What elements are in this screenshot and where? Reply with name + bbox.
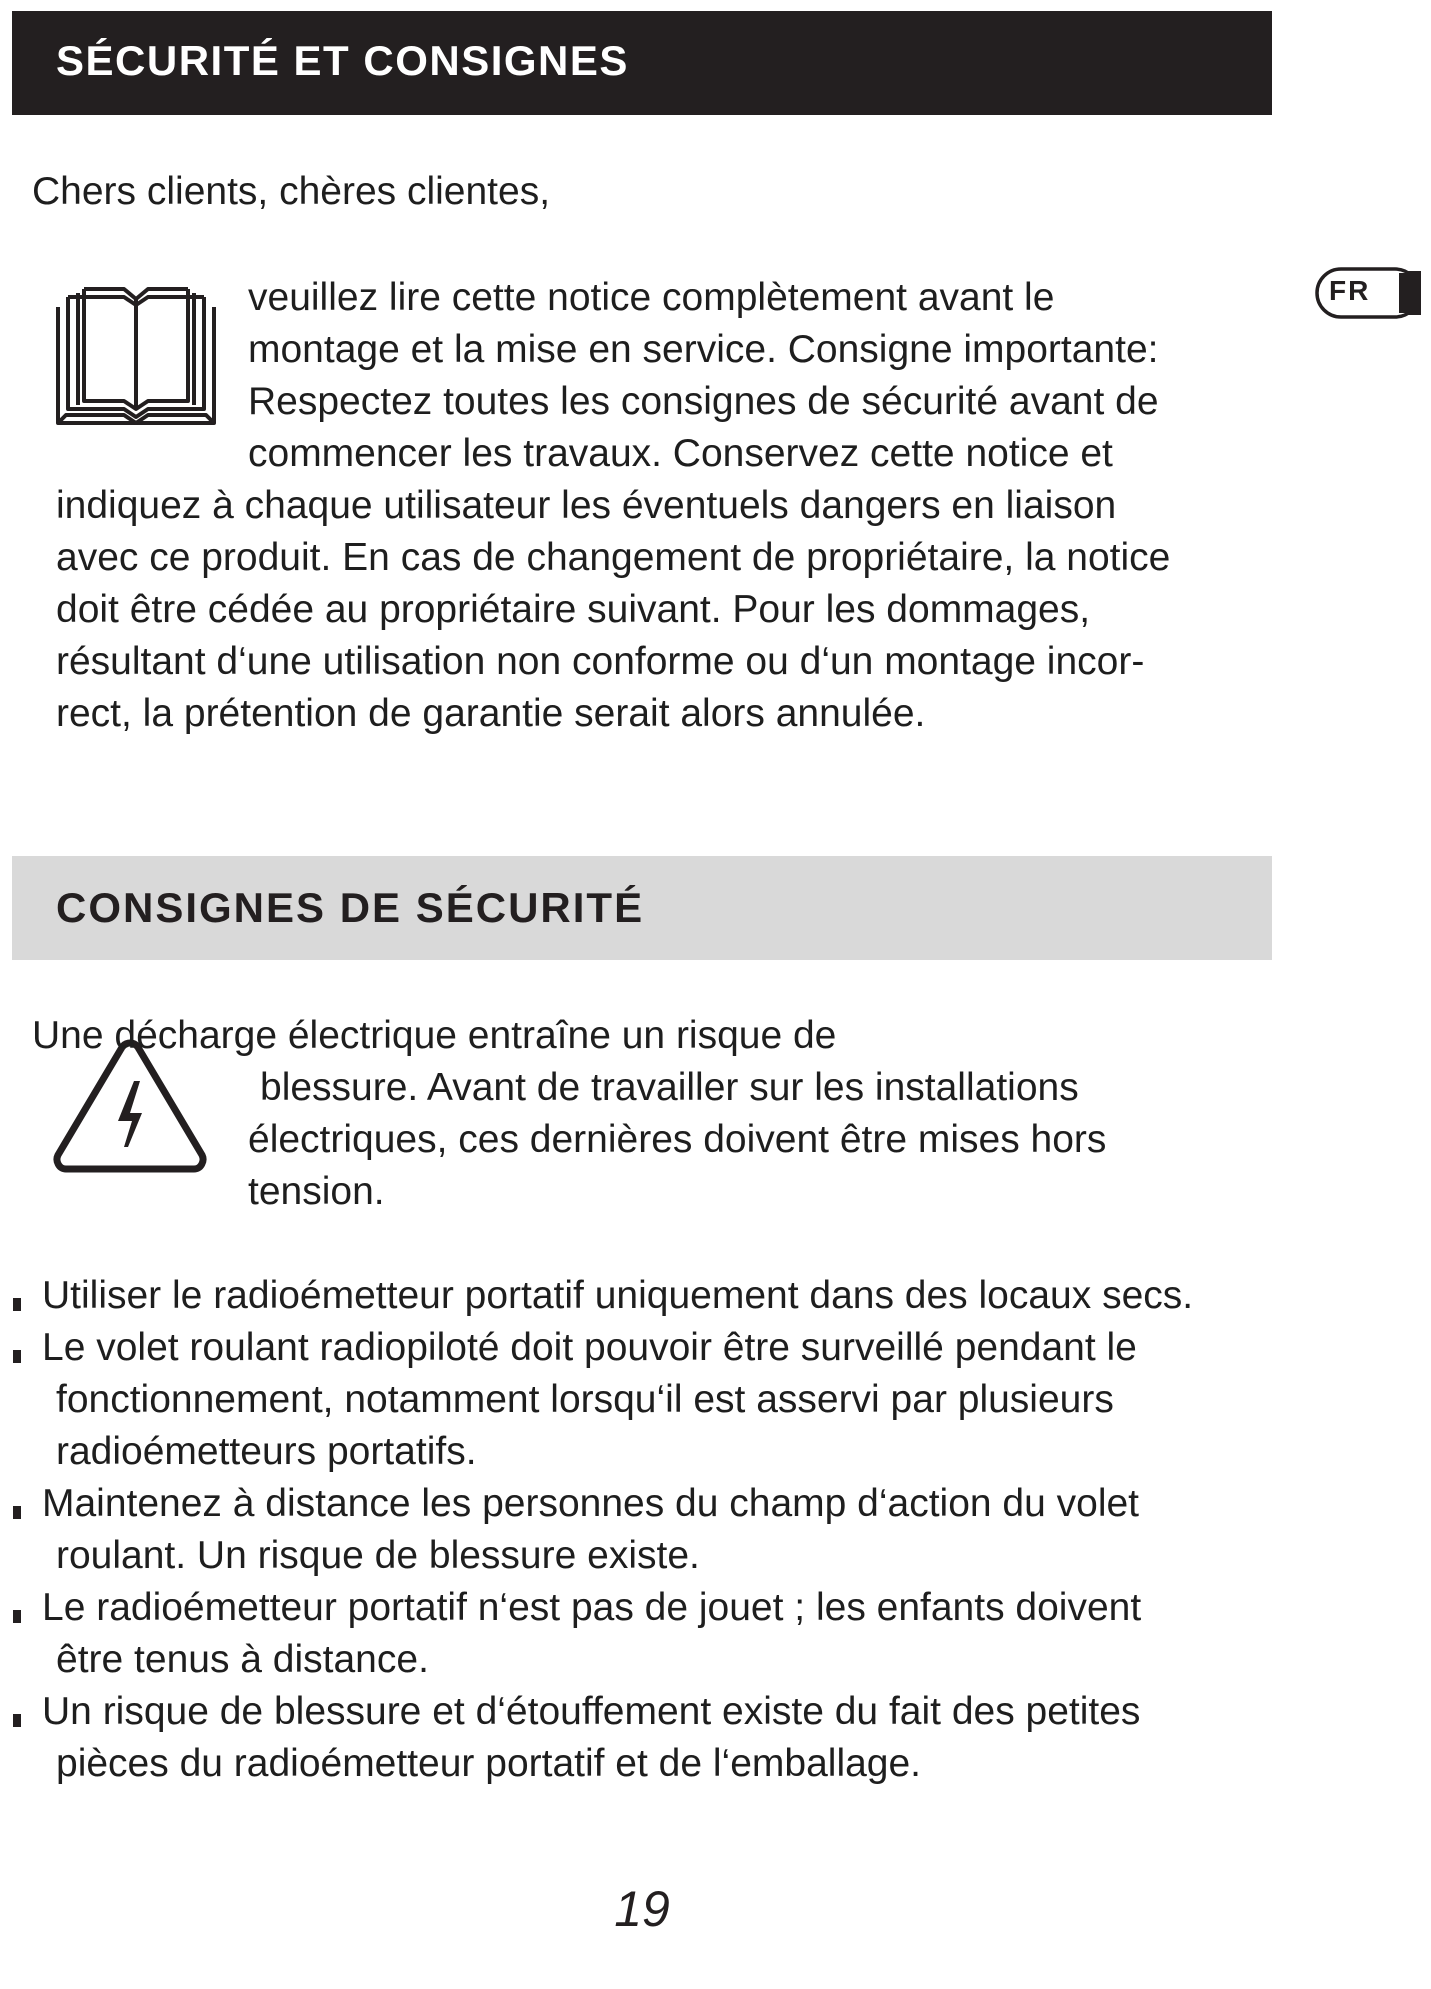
bullet-marker (13, 1714, 21, 1727)
list-item-continuation: être tenus à distance. (56, 1638, 429, 1681)
greeting: Chers clients, chères clientes, (32, 170, 551, 213)
intro-line: doit être cédée au propriétaire suivant. Pour les dommages, (56, 588, 1091, 631)
intro-line: veuillez lire cette notice complètement avant le (248, 276, 1055, 319)
language-label: FR (1329, 275, 1371, 306)
intro-line: rect, la prétention de garantie serait alors annulée. (56, 692, 926, 735)
intro-line: commencer les travaux. Conservez cette notice et (248, 432, 1113, 475)
warning-line: tension. (248, 1170, 385, 1213)
list-item-continuation: pièces du radioémetteur portatif et de l‘emballage. (56, 1742, 922, 1785)
intro-line: indiquez à chaque utilisateur les éventuels dangers en liaison (56, 484, 1117, 527)
list-item: Un risque de blessure et d‘étouffement existe du fait des petites (42, 1690, 1141, 1733)
warning-line: électriques, ces dernières doivent être mises hors (248, 1118, 1107, 1161)
bullet-marker (13, 1506, 21, 1519)
list-item-continuation: roulant. Un risque de blessure existe. (56, 1534, 700, 1577)
book-icon (54, 285, 218, 427)
page-number: 19 (614, 1881, 670, 1937)
section-header-safety-instructions (12, 856, 1272, 960)
list-item: Maintenez à distance les personnes du champ d‘action du volet (42, 1482, 1140, 1525)
list-item-continuation: fonctionnement, notamment lorsqu‘il est asservi par plusieurs (56, 1378, 1114, 1421)
list-item: Le radioémetteur portatif n‘est pas de jouet ; les enfants doivent (42, 1586, 1142, 1629)
warning-line: Une décharge électrique entraîne un risque de (32, 1014, 837, 1057)
bullet-marker (13, 1298, 21, 1311)
intro-line: résultant d‘une utilisation non conforme ou d‘un montage incor- (56, 640, 1145, 683)
section-header-safety (12, 11, 1272, 115)
language-tab (1315, 265, 1425, 321)
intro-line: montage et la mise en service. Consigne importante: (248, 328, 1159, 371)
bullet-marker (13, 1350, 21, 1363)
section-title: CONSIGNES DE SÉCURITÉ (56, 884, 645, 931)
list-item: Utiliser le radioémetteur portatif uniquement dans des locaux secs. (42, 1274, 1194, 1317)
intro-line: avec ce produit. En cas de changement de propriétaire, la notice (56, 536, 1171, 579)
section-title: SÉCURITÉ ET CONSIGNES (56, 37, 629, 84)
list-item-continuation: radioémetteurs portatifs. (56, 1430, 477, 1473)
bullet-marker (13, 1610, 21, 1623)
list-item: Le volet roulant radiopiloté doit pouvoir être surveillé pendant le (42, 1326, 1137, 1369)
warning-line: blessure. Avant de travailler sur les installations (260, 1066, 1079, 1109)
intro-line: Respectez toutes les consignes de sécurité avant de (248, 380, 1159, 423)
